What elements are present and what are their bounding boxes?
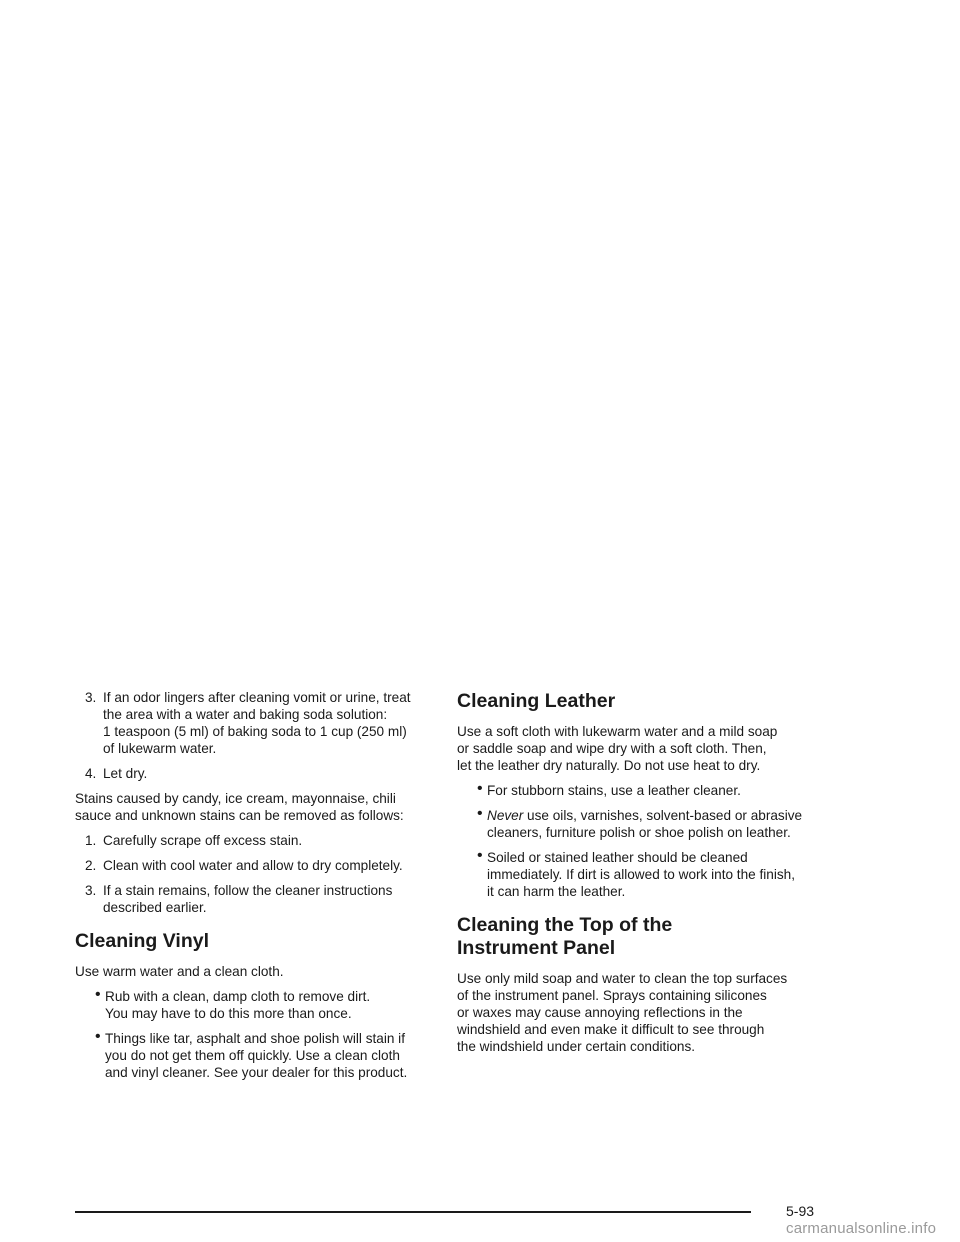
- footer-rule: [75, 1211, 751, 1213]
- right-column: [457, 689, 829, 1063]
- left-column: [75, 689, 435, 1089]
- stains-paragraph: Stains caused by candy, ice cream, mayonnaise, chili sauce and unknown stains can be removed as follows:: [75, 791, 404, 823]
- list-item: [457, 807, 829, 841]
- bullet-icon: •: [477, 805, 483, 822]
- bullet-icon: •: [95, 1028, 101, 1045]
- item-number: 3.: [85, 883, 97, 898]
- page-number: 5-93: [786, 1203, 815, 1219]
- item-number: 3.: [85, 690, 97, 705]
- bullet-icon: •: [95, 986, 101, 1003]
- list-item: [457, 782, 829, 799]
- emphasis-never: Never: [487, 808, 524, 823]
- vinyl-intro: Use warm water and a clean cloth.: [75, 964, 284, 979]
- item-text: Never use oils, varnishes, solvent-based or abrasive cleaners, furniture polish or shoe polish on leather.: [487, 808, 803, 840]
- list-item: [75, 1030, 435, 1081]
- item-text: Things like tar, asphalt and shoe polish will stain if you do not get them off quickly. Use a clean cloth and vinyl cleaner. See your dealer for this product.: [105, 1031, 408, 1080]
- item-text: Let dry.: [103, 766, 148, 781]
- bullet-icon: •: [477, 780, 483, 797]
- item-number: 1.: [85, 833, 97, 848]
- heading-cleaning-leather: Cleaning Leather: [457, 690, 616, 712]
- watermark: carmanualsonline.info: [786, 1220, 937, 1237]
- list-item: [75, 765, 435, 782]
- heading-cleaning-vinyl: Cleaning Vinyl: [75, 930, 210, 952]
- list-item: [75, 988, 435, 1022]
- list-item: [75, 882, 435, 916]
- item-text: Soiled or stained leather should be cleaned immediately. If dirt is allowed to work into the finish, it can harm the leather.: [487, 850, 795, 899]
- item-text: If an odor lingers after cleaning vomit or urine, treat the area with a water and baking soda solution: 1 teaspoon (5 ml) of baking soda to 1 cup (250 ml) of lukewarm water.: [103, 690, 411, 756]
- leather-intro: Use a soft cloth with lukewarm water and a mild soap or saddle soap and wipe dry with a soft cloth. Then, let the leather dry naturally. Do not use heat to dry.: [457, 724, 778, 773]
- bullet-icon: •: [477, 847, 483, 864]
- list-item: [75, 832, 435, 849]
- item-text: Clean with cool water and allow to dry completely.: [103, 858, 403, 873]
- item-text: Rub with a clean, damp cloth to remove dirt. You may have to do this more than once.: [105, 989, 371, 1021]
- item-text: If a stain remains, follow the cleaner instructions described earlier.: [103, 883, 393, 915]
- item-number: 2.: [85, 858, 97, 873]
- list-item: [457, 849, 829, 900]
- heading-cleaning-instrument-panel: Cleaning the Top of the Instrument Panel: [457, 914, 673, 959]
- item-number: 4.: [85, 766, 97, 781]
- list-item: [75, 689, 435, 757]
- item-text: For stubborn stains, use a leather cleaner.: [487, 783, 741, 798]
- item-text: Carefully scrape off excess stain.: [103, 833, 303, 848]
- panel-paragraph: Use only mild soap and water to clean the top surfaces of the instrument panel. Sprays containing silicones or waxes may cause annoying reflections in the windshield and even make it difficult to see through the windshield under certain conditions.: [457, 971, 788, 1054]
- list-item: [75, 857, 435, 874]
